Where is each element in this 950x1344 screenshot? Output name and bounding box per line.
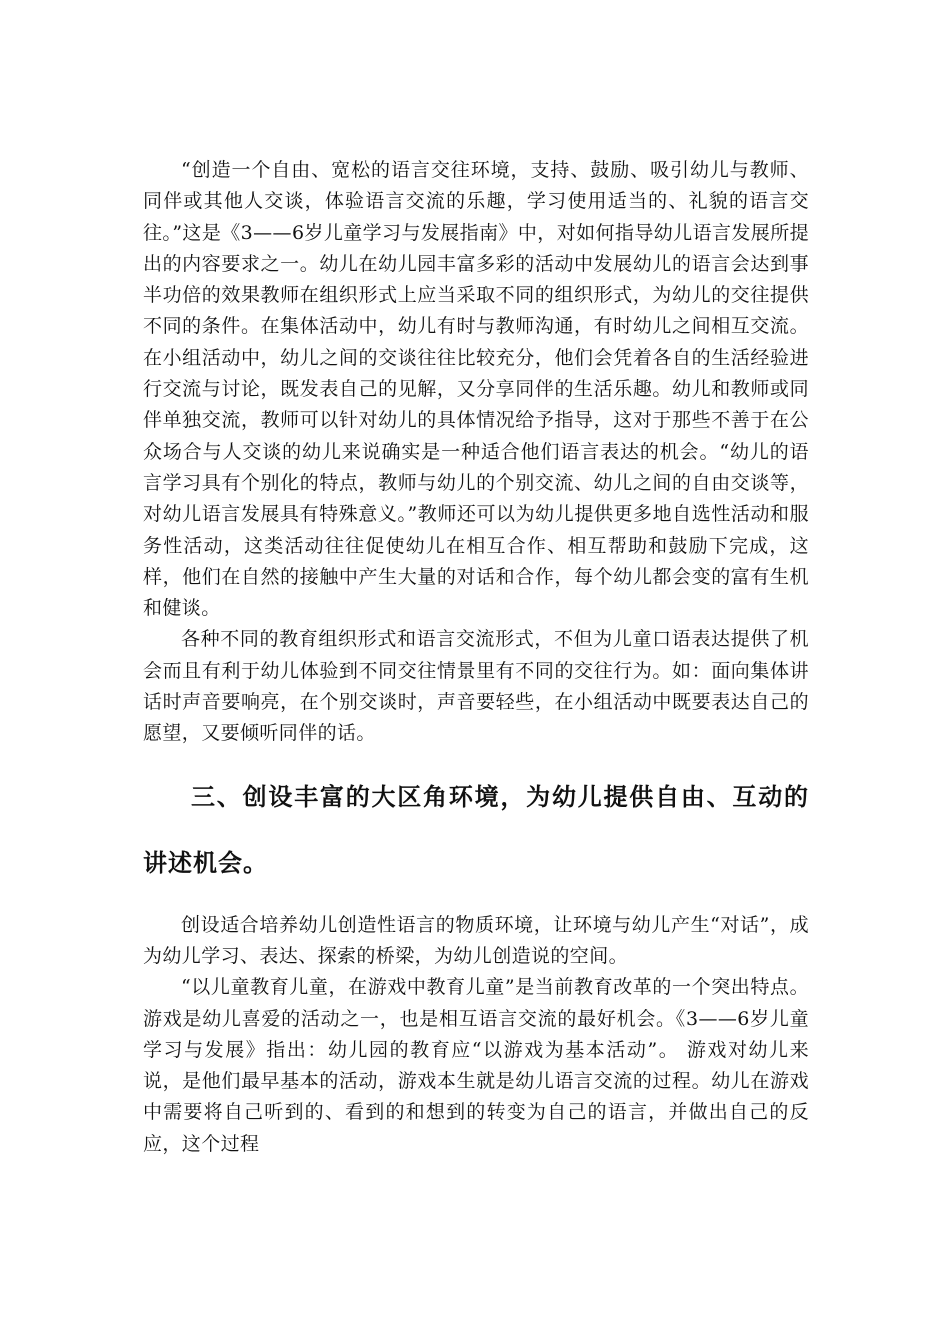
paragraph-communication-forms: 各种不同的教育组织形式和语言交流形式，不但为儿童口语表达提供了机会而且有利于幼儿体验到不同交往情景里有不同的交往行为。如：面向集体讲话时声音要响亮，在个别交谈时，声音要轻些，在小组活动中既要表达自己的愿望，又要倾听同伴的话。 (143, 628, 809, 745)
paragraph-environment: 创设适合培养幼儿创造性语言的物质环境，让环境与幼儿产生“对话”，成为幼儿学习、表达、探索的桥梁，为幼儿创造说的空间。 (143, 913, 809, 967)
paragraph-play-education: “以儿童教育儿童，在游戏中教育儿童”是当前教育改革的一个突出特点。游戏是幼儿喜爱的活动之一，也是相互语言交流的最好机会。《3——6岁儿童学习与发展》指出：幼儿园的教育应“以游戏为基本活动”。 游戏对幼儿来说，是他们最早基本的活动，游戏本生就是幼儿语言交流的过程。幼儿在游戏中需要将自己听到的、看到的和想到的转变为自己的语言，并做出自己的反应，这个过程 (143, 976, 809, 1155)
document-body (143, 155, 809, 1160)
section-heading-three: 三、创设丰富的大区角环境，为幼儿提供自由、互动的讲述机会。 (143, 782, 809, 877)
paragraph-guideline-quote: “创造一个自由、宽松的语言交往环境，支持、鼓励、吸引幼儿与教师、同伴或其他人交谈，体验语言交流的乐趣，学习使用适当的、礼貌的语言交往。”这是《3——6岁儿童学习与发展指南》中，对如何指导幼儿语言发展所提出的内容要求之一。幼儿在幼儿园丰富多彩的活动中发展幼儿的语言会达到事半功倍的效果教师在组织形式上应当采取不同的组织形式，为幼儿的交往提供不同的条件。在集体活动中，幼儿有时与教师沟通，有时幼儿之间相互交流。在小组活动中，幼儿之间的交谈往往比较充分，他们会凭着各自的生活经验进行交流与讨论，既发表自己的见解，又分享同伴的生活乐趣。幼儿和教师或同伴单独交流，教师可以针对幼儿的具体情况给予指导，这对于那些不善于在公众场合与人交谈的幼儿来说确实是一种适合他们语言表达的机会。“幼儿的语言学习具有个别化的特点，教师与幼儿的个别交流、幼儿之间的自由交谈等，对幼儿语言发展具有特殊意义。”教师还可以为幼儿提供更多地自选性活动和服务性活动，这类活动往往促使幼儿在相互合作、相互帮助和鼓励下完成，这样，他们在自然的接触中产生大量的对话和合作，每个幼儿都会变的富有生机和健谈。 (143, 159, 809, 620)
